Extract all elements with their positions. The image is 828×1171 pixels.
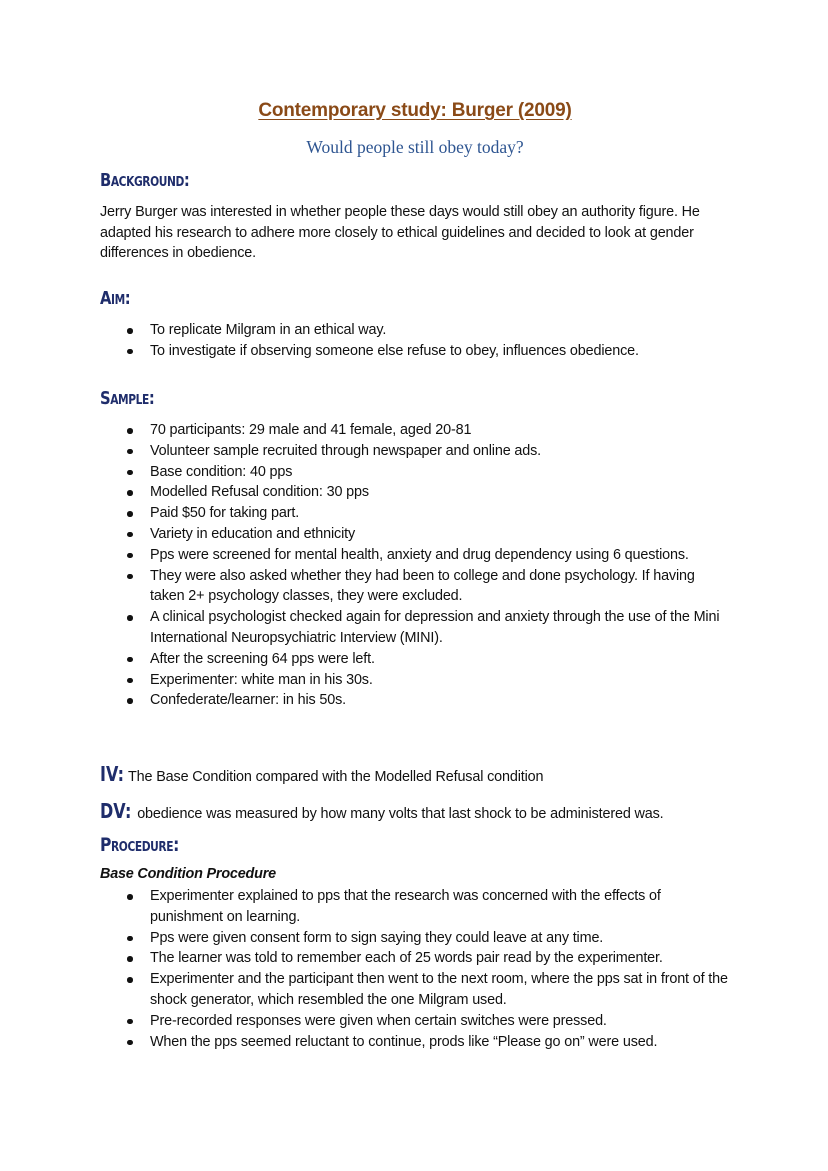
iv-row (100, 762, 730, 786)
list-item: A clinical psychologist checked again for depression and anxiety through the use of the Mini International Neuropsychiatric Interview (MINI). (100, 607, 730, 649)
document-title: Contemporary study: Burger (2009) (258, 100, 572, 121)
background-paragraph: Jerry Burger was interested in whether people these days would still obey an authority figure. He adapted his research to adhere more closely to ethical guidelines and decided to look at gender differences in obedience. (100, 204, 700, 261)
bullet-icon (127, 894, 133, 900)
bullet-icon (127, 1040, 133, 1046)
document-subtitle: Would people still obey today? (306, 137, 524, 157)
bullet-icon (127, 511, 133, 517)
dv-row (100, 799, 730, 823)
dv-text: obedience was measured by how many volts that last shock to be administered was. (137, 806, 664, 822)
procedure-heading: Procedure: (100, 834, 179, 856)
aim-heading: Aim: (100, 288, 131, 309)
dv-label: DV: (100, 799, 132, 823)
bullet-icon (127, 553, 133, 559)
list-item: To replicate Milgram in an ethical way. (100, 320, 730, 341)
bullet-icon (127, 678, 133, 684)
bullet-icon (127, 657, 133, 663)
bullet-icon (127, 615, 133, 621)
bullet-icon (127, 470, 133, 476)
list-item: Paid $50 for taking part. (100, 503, 730, 524)
sample-heading: Sample: (100, 388, 155, 409)
list-item: Pps were given consent form to sign saying they could leave at any time. (100, 928, 730, 949)
background-heading: Background: (100, 170, 190, 191)
bullet-icon (127, 574, 133, 580)
bullet-icon (127, 936, 133, 942)
bullet-icon (127, 449, 133, 455)
list-item: 70 participants: 29 male and 41 female, aged 20-81 (100, 420, 730, 441)
list-item: Volunteer sample recruited through newspaper and online ads. (100, 441, 730, 462)
list-item: Confederate/learner: in his 50s. (100, 690, 730, 711)
bullet-icon (127, 328, 133, 334)
bullet-icon (127, 977, 133, 983)
procedure-list (100, 886, 730, 1052)
bullet-icon (127, 349, 133, 355)
list-item: To investigate if observing someone else refuse to obey, influences obedience. (100, 341, 730, 362)
list-item: They were also asked whether they had been to college and done psychology. If having taken 2+ psychology classes, they were excluded. (100, 566, 730, 608)
list-item: Pps were screened for mental health, anxiety and drug dependency using 6 questions. (100, 545, 730, 566)
bullet-icon (127, 428, 133, 434)
aim-list (100, 320, 730, 362)
bullet-icon (127, 698, 133, 704)
bullet-icon (127, 956, 133, 962)
list-item: Base condition: 40 pps (100, 462, 730, 483)
bullet-icon (127, 1019, 133, 1025)
list-item: Experimenter explained to pps that the research was concerned with the effects of punishment on learning. (100, 886, 730, 928)
iv-label: IV: (100, 762, 125, 786)
list-item: After the screening 64 pps were left. (100, 649, 730, 670)
procedure-subheading: Base Condition Procedure (100, 866, 276, 882)
list-item: Variety in education and ethnicity (100, 524, 730, 545)
list-item: Modelled Refusal condition: 30 pps (100, 482, 730, 503)
bullet-icon (127, 532, 133, 538)
sample-list (100, 420, 730, 711)
list-item: The learner was told to remember each of 25 words pair read by the experimenter. (100, 948, 730, 969)
bullet-icon (127, 490, 133, 496)
list-item: Pre-recorded responses were given when certain switches were pressed. (100, 1011, 730, 1032)
list-item: Experimenter and the participant then went to the next room, where the pps sat in front of the shock generator, which resembled the one Milgram used. (100, 969, 730, 1011)
iv-text: The Base Condition compared with the Modelled Refusal condition (128, 769, 544, 785)
list-item: Experimenter: white man in his 30s. (100, 670, 730, 691)
list-item: When the pps seemed reluctant to continue, prods like “Please go on” were used. (100, 1032, 730, 1053)
